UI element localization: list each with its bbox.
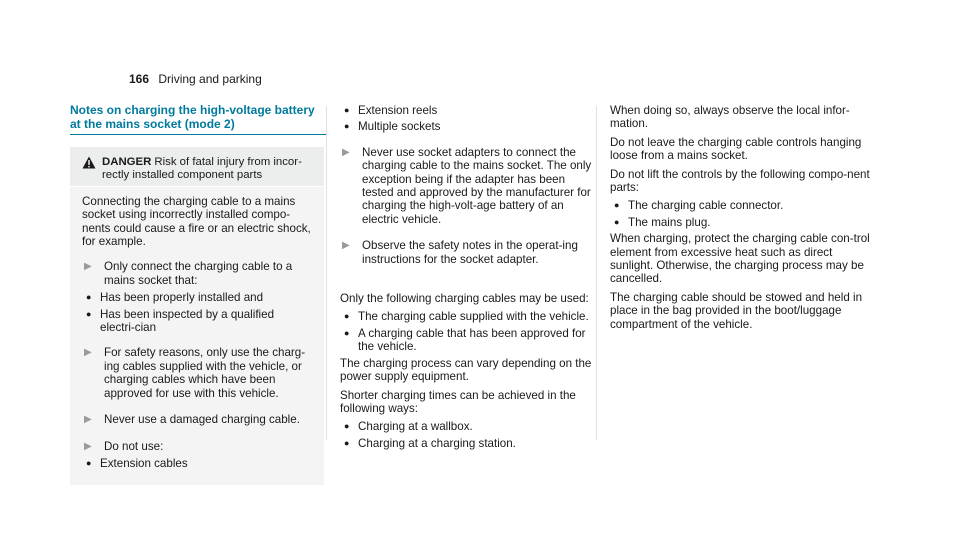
arrow-right-icon: ▶: [84, 347, 92, 359]
page-number: 166: [129, 72, 150, 86]
paragraph: When doing so, always observe the local infor-mation.: [610, 104, 850, 131]
list-item: ● Extension cables: [82, 457, 312, 470]
list-item: ● Multiple sockets: [340, 120, 595, 133]
bullet-dot-icon: ●: [344, 311, 350, 322]
column-divider: [326, 106, 327, 440]
column-1: [70, 104, 324, 485]
bullet-dot-icon: ●: [86, 292, 92, 303]
instruction-item: ▶ For safety reasons, only use the charg-ing cables supplied with the vehicle, or charging cables which have been approved for use with this vehicle.: [84, 346, 306, 400]
list-item: ● A charging cable that has been approved for the vehicle.: [340, 327, 595, 354]
warning-triangle-icon: [82, 156, 96, 169]
paragraph: Do not lift the controls by the following compo-nent parts:: [610, 167, 870, 195]
list-item: ● Charging at a wallbox.: [340, 420, 595, 433]
bullet-dot-icon: ●: [86, 457, 92, 468]
column-2: [340, 104, 595, 453]
page-header: [129, 72, 262, 86]
list-item: ● The charging cable connector.: [610, 199, 872, 212]
instruction-item: ▶ Never use socket adapters to connect the charging cable to the mains socket. The only exception being if the adapter has been tested and approved by the manufacturer for charging the high-volt-age battery of an electric vehicle.: [342, 145, 592, 226]
list-item: ● Charging at a charging station.: [340, 437, 595, 450]
arrow-right-icon: ▶: [342, 240, 350, 252]
danger-label: DANGER: [102, 156, 152, 168]
bullet-dot-icon: ●: [344, 105, 350, 115]
bullet-dot-icon: ●: [344, 421, 350, 432]
column-3: [610, 104, 872, 336]
list-item: ● Has been properly installed and: [82, 291, 312, 304]
danger-text: Connecting the charging cable to a mains socket using incorrectly installed compo-nents could cause a fire or an electric shock, for example.: [82, 194, 311, 249]
section-title: Notes on charging the high-voltage battery at the mains socket (mode 2): [70, 103, 315, 131]
arrow-right-icon: ▶: [84, 440, 92, 452]
bullet-dot-icon: ●: [86, 308, 92, 319]
chapter-title: Driving and parking: [158, 72, 262, 86]
paragraph: Shorter charging times can be achieved in the following ways:: [340, 388, 576, 415]
danger-body: [70, 186, 324, 486]
paragraph: The charging process can vary depending on the power supply equipment.: [340, 356, 592, 384]
paragraph: When charging, protect the charging cable con-trol element from excessive heat such as direct sunlight. Otherwise, the charging process may be cancelled.: [610, 232, 870, 286]
list-item: ● Has been inspected by a qualified electri-cian: [82, 308, 312, 335]
cables-intro: Only the following charging cables may be used:: [340, 292, 589, 306]
list-item: ● The mains plug.: [610, 216, 872, 229]
arrow-right-icon: ▶: [84, 261, 92, 273]
paragraph: Do not leave the charging cable controls hanging loose from a mains socket.: [610, 135, 862, 163]
instruction-item: ▶ Do not use:: [84, 439, 164, 453]
paragraph: The charging cable should be stowed and held in place in the bag provided in the boot/luggage compartment of the vehicle.: [610, 290, 863, 331]
title-rule: [70, 134, 326, 135]
bullet-dot-icon: ●: [344, 121, 350, 132]
arrow-right-icon: ▶: [84, 414, 92, 426]
instruction-item: ▶ Observe the safety notes in the operat-ing instructions for the socket adapter.: [342, 239, 578, 266]
bullet-dot-icon: ●: [344, 437, 350, 448]
danger-header: [70, 147, 324, 186]
instruction-item: ▶ Only connect the charging cable to a mains socket that:: [84, 260, 293, 287]
list-item: ● Extension reels: [340, 104, 595, 117]
bullet-dot-icon: ●: [614, 200, 620, 211]
instruction-item: ▶ Never use a damaged charging cable.: [84, 413, 300, 427]
list-item: ● The charging cable supplied with the vehicle.: [340, 310, 595, 323]
bullet-dot-icon: ●: [344, 327, 350, 338]
bullet-dot-icon: ●: [614, 216, 620, 227]
column-divider: [596, 106, 597, 440]
danger-heading: Risk of fatal injury from incor-rectly installed component parts: [102, 156, 302, 182]
arrow-right-icon: ▶: [342, 146, 350, 158]
